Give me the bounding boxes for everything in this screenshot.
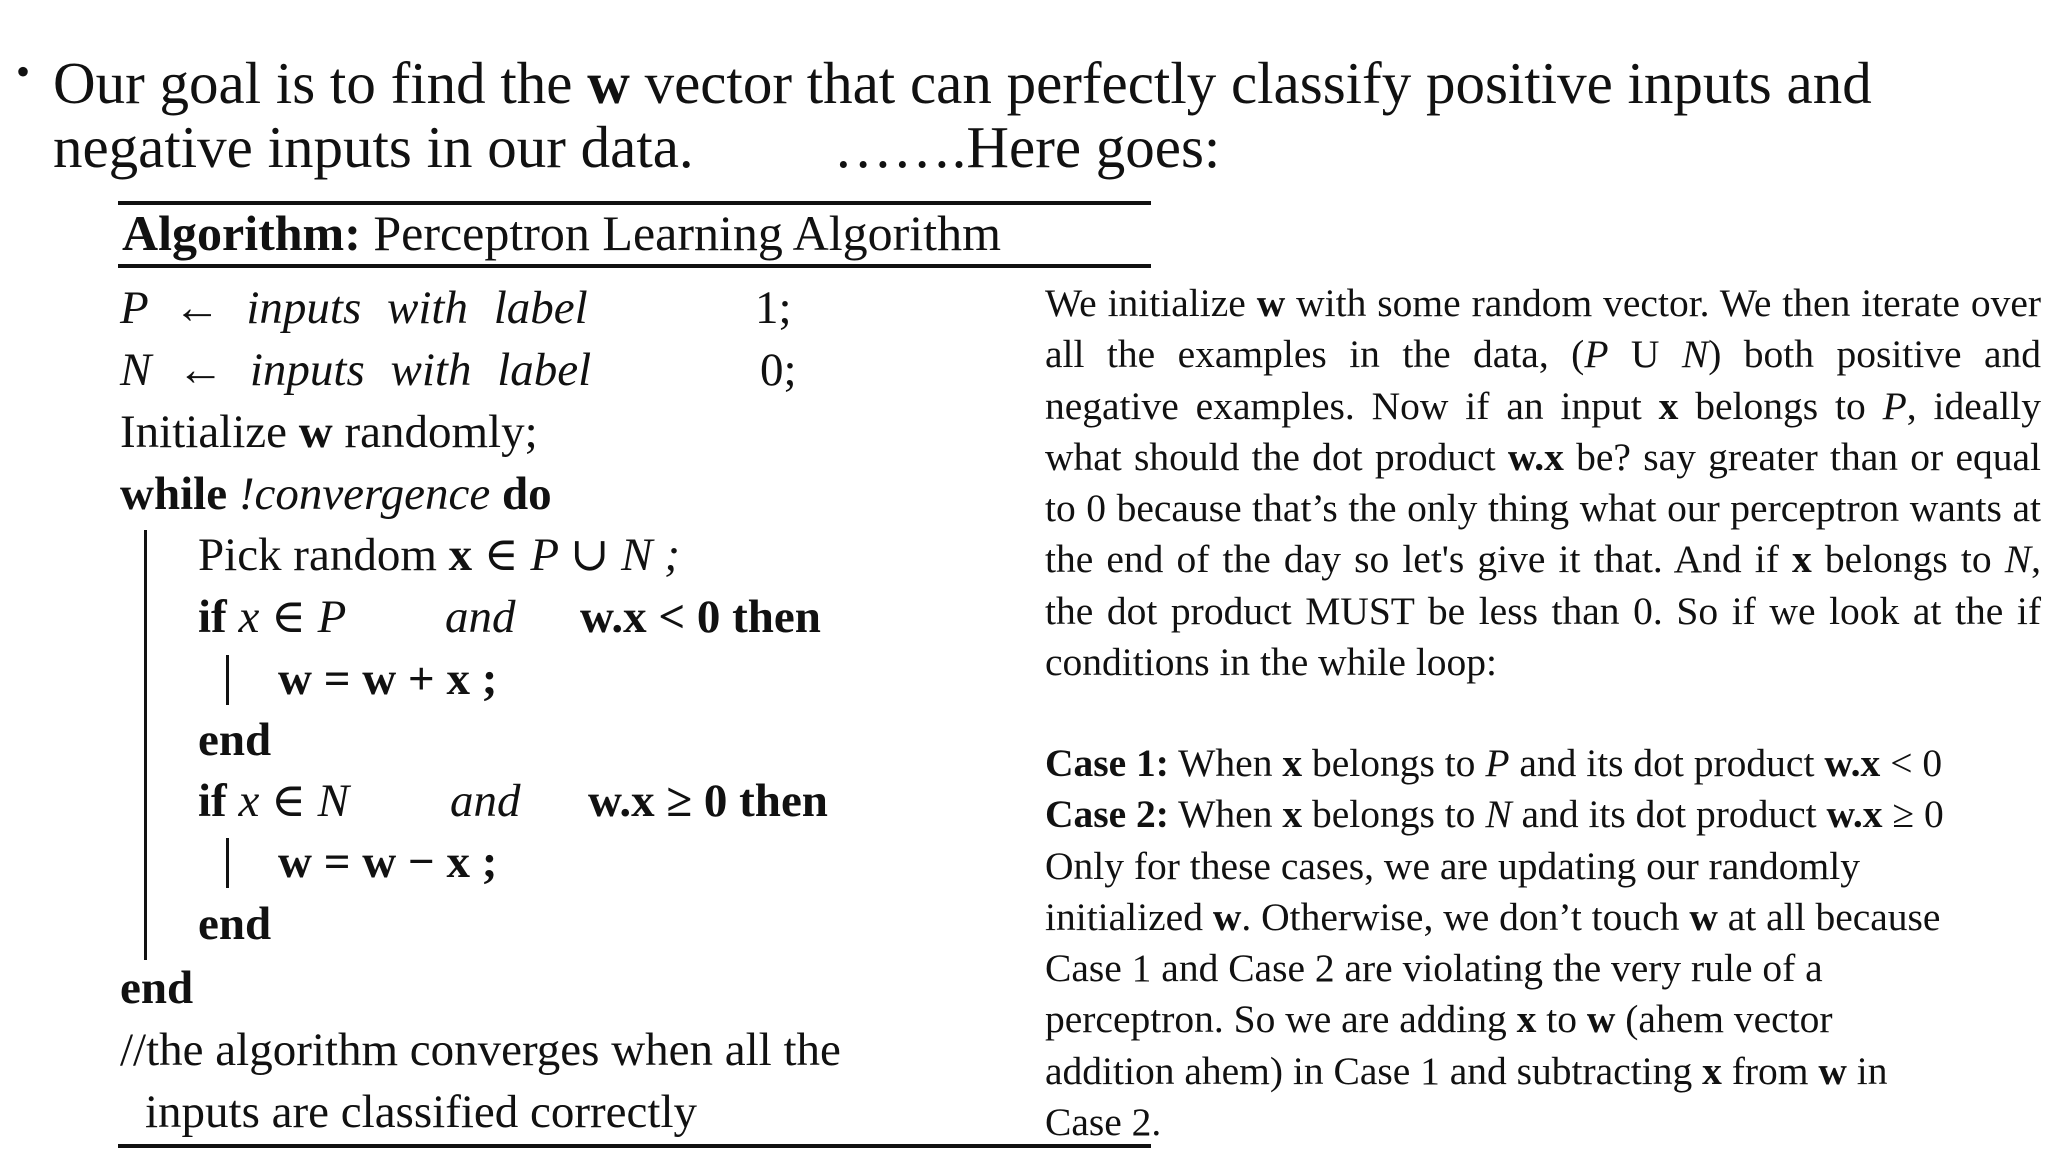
algo-keyword: then — [739, 775, 828, 827]
algorithm-title-rule — [118, 264, 1151, 268]
text: When — [1168, 741, 1283, 785]
algo-if2-cond — [588, 776, 828, 828]
algo-line-if1 — [198, 592, 346, 644]
text: perceptron. So we are adding — [1045, 997, 1517, 1042]
cases-text-line — [1045, 994, 2045, 1045]
algo-if1-and: and — [445, 591, 516, 643]
text: belongs to — [1678, 383, 1883, 428]
bold-x: x — [1792, 537, 1812, 582]
bullet-icon: • — [16, 49, 31, 94]
text: , the dot product MUST be less than 0. So if we look at the if conditions in the while loop: — [1045, 537, 2041, 685]
cases-text-line — [1045, 1046, 2045, 1097]
heading-text: …….Here goes: — [833, 114, 1221, 180]
bold-w: w — [1586, 997, 1616, 1042]
algo-keyword: if — [198, 775, 227, 827]
bold-x: x — [1658, 383, 1679, 428]
text: be? say greater than or equal to 0 because that’s the only thing what our perceptron wants at the end of the day so let's give it that. And if — [1045, 434, 2041, 582]
case-1-label: Case 1: — [1045, 741, 1169, 785]
algo-n-assign: N ← inputs with label — [120, 344, 592, 396]
algo-text: randomly; — [332, 406, 538, 458]
italic-N: N — [1485, 792, 1512, 837]
text: ≥ 0 — [1882, 792, 1944, 837]
heading-w-bold: w — [587, 50, 630, 116]
text: from — [1721, 1048, 1819, 1093]
algo-text: x ∈ N — [226, 775, 349, 827]
text: to — [1536, 997, 1587, 1042]
case-2-label: Case 2: — [1045, 792, 1169, 837]
heading-text: vector that can perfectly classify positive inputs and — [629, 50, 1872, 116]
algo-p-value: 1; — [755, 282, 792, 334]
text: (ahem vector — [1615, 997, 1833, 1042]
algo-keyword: do — [501, 468, 552, 520]
algo-keyword: then — [732, 591, 821, 643]
text: , ideally what should the dot product — [1045, 383, 2041, 479]
text: initialized — [1045, 894, 1213, 939]
heading-text: Our goal is to find the — [53, 50, 588, 116]
algo-text: Initialize — [120, 406, 299, 458]
algo-line-while — [120, 469, 552, 521]
text: and its dot product — [1509, 741, 1825, 785]
text: U — [1608, 332, 1682, 377]
text: belongs to — [1302, 741, 1486, 785]
algo-text: Pick random — [198, 529, 449, 581]
text: When — [1168, 792, 1283, 837]
algo-text: !convergence — [227, 468, 502, 520]
algorithm-title-label: Algorithm: — [122, 205, 361, 261]
text: at all because — [1717, 894, 1941, 939]
algorithm-title — [122, 206, 1001, 261]
algo-end-2: end — [198, 898, 272, 950]
explanation-paragraph — [1045, 278, 2041, 688]
algo-p-assign: P ← inputs with label — [120, 282, 588, 334]
italic-N: N — [1681, 332, 1709, 377]
italic-P: P — [1882, 383, 1907, 428]
algo-keyword: while — [120, 468, 228, 520]
case-1-line — [1045, 738, 2045, 789]
algo-line-n — [120, 345, 591, 397]
heading-line-2 — [53, 114, 1220, 182]
algo-update-2: w = w − x ; — [278, 836, 498, 888]
case-2-line — [1045, 789, 2045, 840]
algorithm-bottom-rule — [118, 1144, 1151, 1148]
bold-w: w — [1818, 1048, 1847, 1093]
text: with some random vector. We then iterate over all the examples in the data, ( — [1045, 281, 2042, 377]
bold-x: x — [1702, 1048, 1722, 1093]
text: belongs to — [1302, 792, 1486, 837]
algo-line-if2 — [198, 776, 349, 828]
italic-P: P — [1584, 332, 1609, 377]
text: addition ahem) in Case 1 and subtracting — [1045, 1048, 1703, 1093]
bold-w: w — [1256, 281, 1286, 325]
heading-line-1 — [53, 50, 1872, 118]
algo-comment-1: //the algorithm converges when all the — [120, 1024, 841, 1076]
algo-text: x ∈ P — [226, 591, 347, 643]
italic-P: P — [1485, 741, 1510, 785]
text: and its dot product — [1511, 792, 1827, 837]
bold-w: w — [1212, 894, 1242, 939]
algo-bold-w: w — [298, 406, 333, 458]
cases-text-line: Only for these cases, we are updating our randomly — [1045, 843, 1860, 888]
bold-wx: w.x — [1826, 792, 1883, 837]
heading-text: negative inputs in our data. — [53, 114, 694, 180]
algo-update-1: w = w + x ; — [278, 653, 498, 705]
cases-text-line: Case 2. — [1045, 1100, 1162, 1145]
algo-text: ∈ P ∪ N ; — [472, 529, 680, 581]
bold-x: x — [1282, 792, 1303, 837]
algo-end-while: end — [120, 962, 194, 1014]
text: . Otherwise, we don’t touch — [1241, 894, 1690, 939]
bold-w: w — [1689, 894, 1718, 939]
cases-section — [1045, 738, 2045, 1148]
algo-line-pick — [198, 530, 680, 582]
bold-wx: w.x — [1507, 434, 1564, 479]
algo-line-init — [120, 407, 538, 459]
text: ) both positive and negative examples. Now if an input — [1045, 332, 2042, 428]
text: belongs to — [1811, 537, 2005, 582]
algo-text: w.x < 0 — [580, 591, 721, 643]
algo-n-value: 0; — [760, 344, 797, 396]
text: in — [1846, 1048, 1888, 1093]
algo-end-1: end — [198, 714, 272, 766]
while-block-bar — [144, 530, 147, 960]
algo-comment-2: inputs are classified correctly — [145, 1086, 698, 1138]
algo-line-p — [120, 283, 588, 335]
algo-if1-cond — [580, 592, 821, 644]
bold-x: x — [1282, 741, 1303, 785]
bold-wx: w.x — [1824, 741, 1881, 785]
italic-N: N — [2004, 537, 2032, 582]
algo-keyword: if — [198, 591, 227, 643]
text: < 0 — [1880, 741, 1943, 785]
cases-text-line — [1045, 892, 2045, 943]
cases-text-line: Case 1 and Case 2 are violating the very rule of a — [1045, 946, 1823, 991]
if2-block-bar — [226, 838, 229, 888]
algo-bold-x: x — [448, 529, 473, 581]
algo-if2-and: and — [450, 775, 521, 827]
algorithm-title-name: Perceptron Learning Algorithm — [373, 205, 1001, 261]
algo-text: w.x ≥ 0 — [588, 775, 728, 827]
text: We initialize — [1045, 281, 1257, 325]
bold-x: x — [1516, 997, 1537, 1042]
if1-block-bar — [226, 655, 229, 705]
